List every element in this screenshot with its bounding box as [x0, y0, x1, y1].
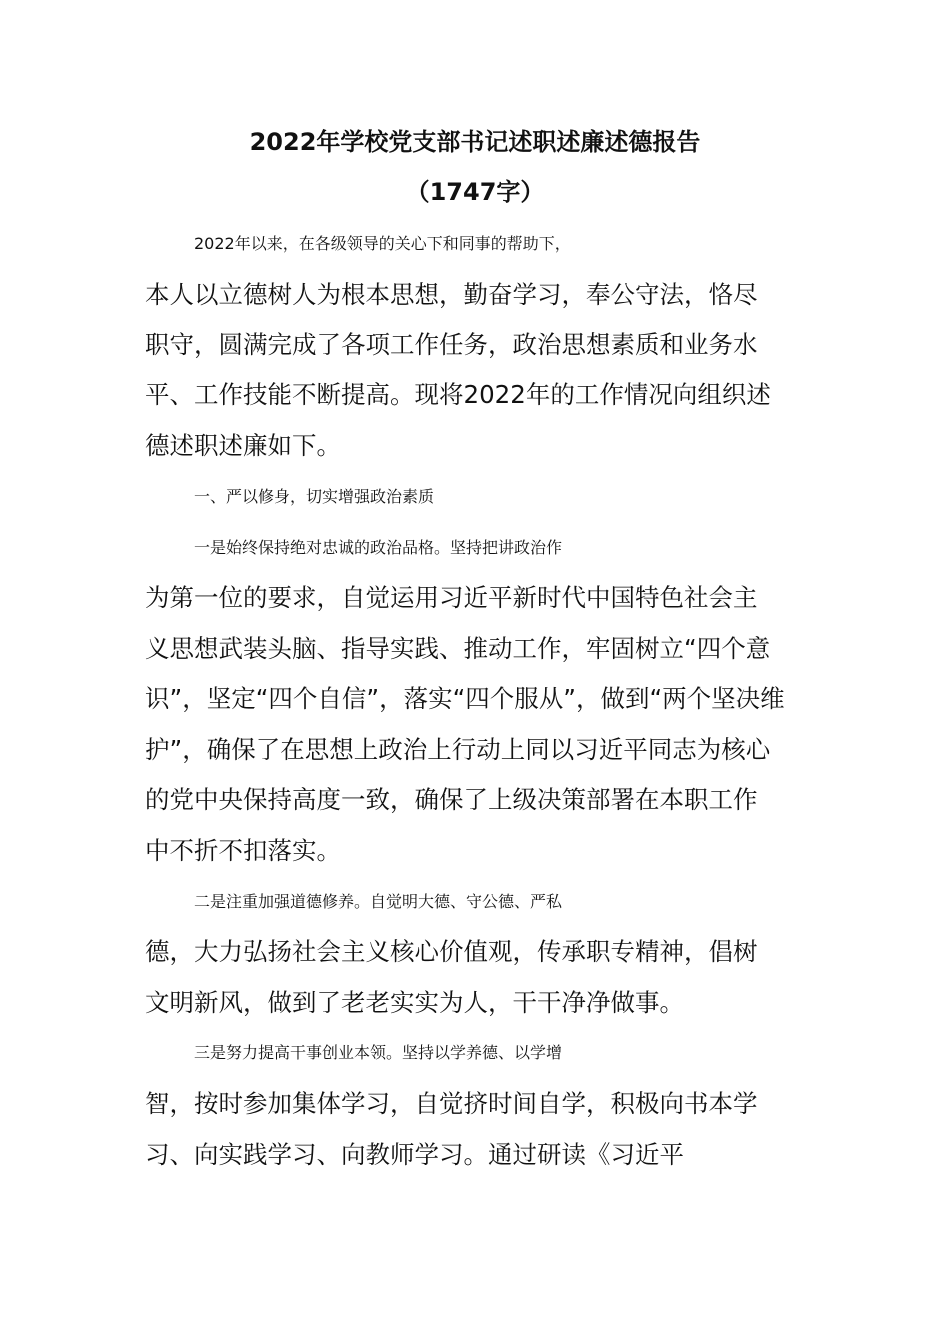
body-line: 义思想武装头脑、指导实践、推动工作，牢固树立“四个意 — [145, 634, 771, 663]
body-line: 二是注重加强道德修养。自觉明大德、守公德、严私 — [194, 892, 563, 911]
body-line: 德述职述廉如下。 — [145, 431, 341, 460]
body-line: 2022年以来，在各级领导的关心下和同事的帮助下， — [194, 234, 571, 253]
body-line: 的党中央保持高度一致，确保了上级决策部署在本职工作 — [145, 785, 758, 814]
body-line: 本人以立德树人为根本思想，勤奋学习，奉公守法，恪尽 — [145, 280, 758, 309]
body-line: 护”，确保了在思想上政治上行动上同以习近平同志为核心 — [145, 735, 771, 764]
body-line: 为第一位的要求，自觉运用习近平新时代中国特色社会主 — [145, 583, 758, 612]
section-heading: 一、严以修身，切实增强政治素质 — [194, 487, 435, 506]
document-title: 2022年学校党支部书记述职述廉述德报告 — [249, 128, 701, 156]
body-line: 职守，圆满完成了各项工作任务，政治思想素质和业务水 — [145, 330, 758, 359]
body-line: 三是努力提高干事创业本领。坚持以学养德、以学增 — [194, 1043, 563, 1062]
body-line: 德，大力弘扬社会主义核心价值观，传承职专精神，倡树 — [145, 937, 758, 966]
body-line: 识”，坚定“四个自信”，落实“四个服从”，做到“两个坚决维 — [145, 684, 785, 713]
body-line: 中不折不扣落实。 — [145, 836, 341, 865]
body-line: 文明新风，做到了老老实实为人，干干净净做事。 — [145, 988, 684, 1017]
document-subtitle: （1747字） — [405, 178, 545, 206]
body-line: 平、工作技能不断提高。现将2022年的工作情况向组织述 — [145, 380, 771, 409]
body-line: 一是始终保持绝对忠诚的政治品格。坚持把讲政治作 — [194, 538, 563, 557]
body-line: 习、向实践学习、向教师学习。通过研读《习近平 — [145, 1140, 684, 1169]
body-line: 智，按时参加集体学习，自觉挤时间自学，积极向书本学 — [145, 1089, 758, 1118]
